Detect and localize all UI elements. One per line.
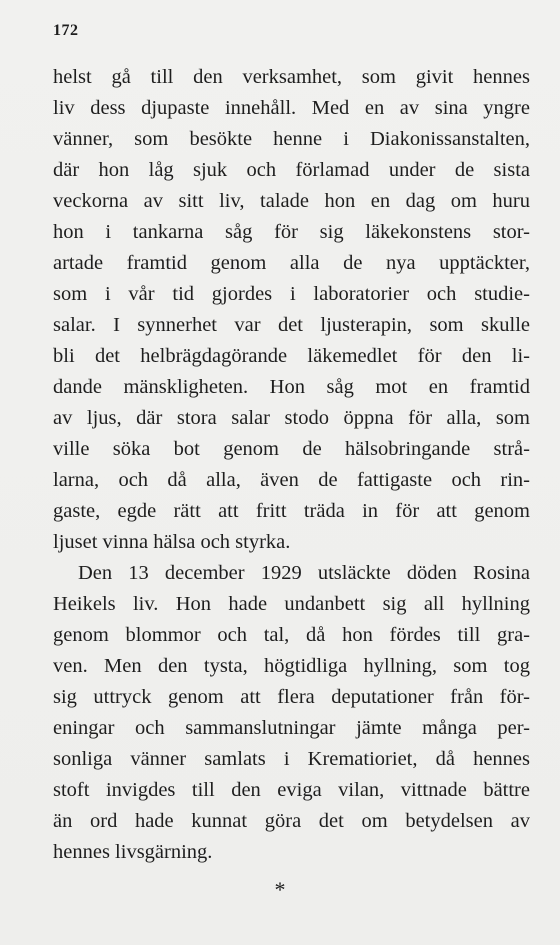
text-line: hennes livsgärning. xyxy=(53,841,213,863)
text-line: gaste, egde rätt att fritt träda in för att genom xyxy=(53,500,530,522)
text-line: dande mänskligheten. Hon såg mot en framtid xyxy=(53,376,530,398)
text-line: ven. Men den tysta, högtidliga hyllning, som tog xyxy=(53,655,530,677)
section-ornament: * xyxy=(274,877,286,902)
paragraph xyxy=(53,62,530,558)
text-line: larna, och då alla, även de fattigaste och rin- xyxy=(53,469,530,491)
text-line: veckorna av sitt liv, talade hon en dag om huru xyxy=(53,190,530,212)
text-line: Heikels liv. Hon hade undanbett sig all hyllning xyxy=(53,593,530,615)
page-number: 172 xyxy=(53,22,79,39)
text-line: bli det helbrägdagörande läkemedlet för den li- xyxy=(53,345,530,367)
text-line: än ord hade kunnat göra det om betydelsen av xyxy=(53,810,530,832)
text-line: genom blommor och tal, då hon fördes till gra- xyxy=(53,624,530,646)
text-line: som i vår tid gjordes i laboratorier och studie- xyxy=(53,283,530,305)
text-line: av ljus, där stora salar stodo öppna för alla, som xyxy=(53,407,530,429)
text-line: sig uttryck genom att flera deputationer från för- xyxy=(53,686,530,708)
text-line: helst gå till den verksamhet, som givit hennes xyxy=(53,66,530,88)
text-line: vänner, som besökte henne i Diakonissanstalten, xyxy=(53,128,530,150)
text-line: ljuset vinna hälsa och styrka. xyxy=(53,531,291,553)
text-line: där hon låg sjuk och förlamad under de sista xyxy=(53,159,530,181)
text-line: Den 13 december 1929 utsläckte döden Rosina xyxy=(78,562,530,584)
paragraph xyxy=(53,558,530,868)
body-text xyxy=(53,62,530,868)
text-line: salar. I synnerhet var det ljusterapin, som skulle xyxy=(53,314,530,336)
text-line: liv dess djupaste innehåll. Med en av sina yngre xyxy=(53,97,530,119)
text-line: ville söka bot genom de hälsobringande strå- xyxy=(53,438,530,460)
text-line: eningar och sammanslutningar jämte många per- xyxy=(53,717,530,739)
text-line: hon i tankarna såg för sig läkekonstens stor- xyxy=(53,221,530,243)
text-line: artade framtid genom alla de nya upptäckter, xyxy=(53,252,530,274)
text-line: stoft invigdes till den eviga vilan, vittnade bättre xyxy=(53,779,530,801)
text-line: sonliga vänner samlats i Krematioriet, då hennes xyxy=(53,748,530,770)
